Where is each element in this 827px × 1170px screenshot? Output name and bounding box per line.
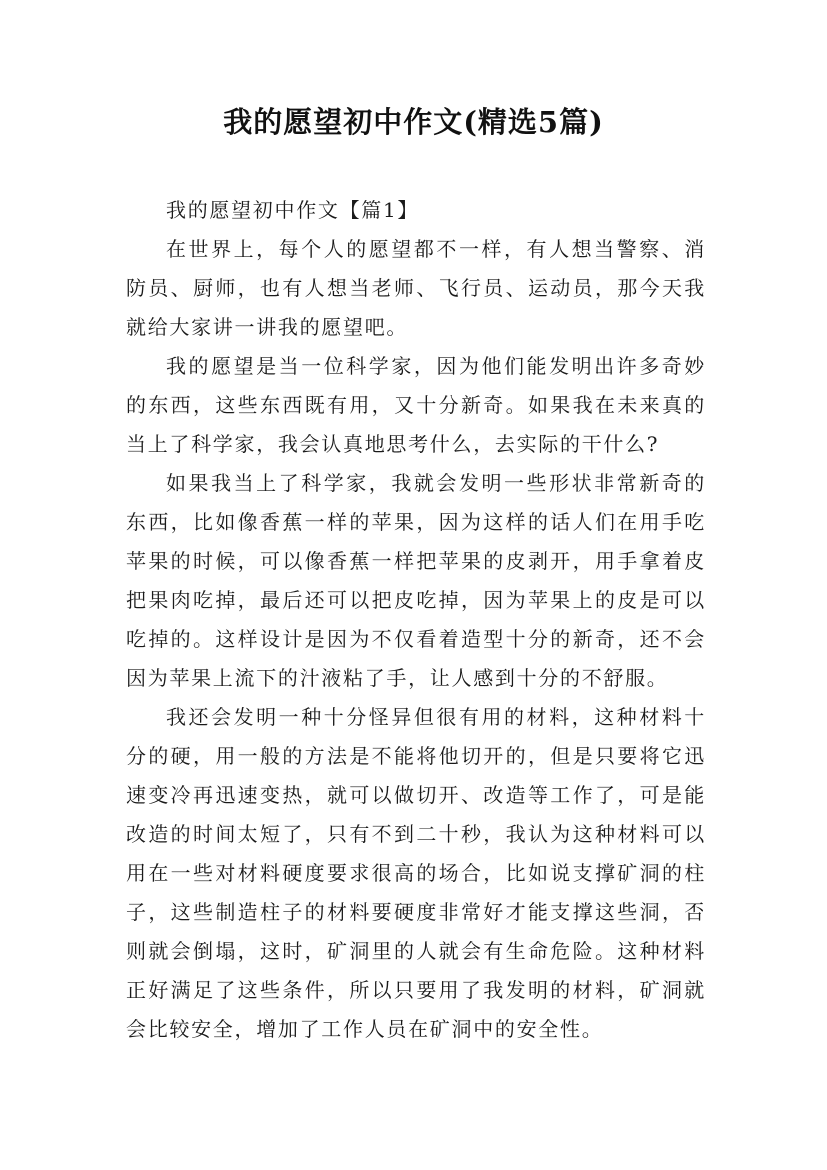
paragraph-3: 如果我当上了科学家，我就会发明一些形状非常新奇的东西，比如像香蕉一样的苹果，因为这样的话人们在用手吃苹果的时候，可以像香蕉一样把苹果的皮剥开，用手拿着皮把果肉吃掉，最后还可以把皮吃掉，因为苹果上的皮是可以吃掉的。这样设计是因为不仅看着造型十分的新奇，还不会因为苹果上流下的汁液粘了手，让人感到十分的不舒服。 [126,471,706,690]
paragraph-4: 我还会发明一种十分怪异但很有用的材料，这种材料十分的硬，用一般的方法是不能将他切开的，但是只要将它迅速变冷再迅速变热，就可以做切开、改造等工作了，可是能改造的时间太短了，只有不到二十秒，我认为这种材料可以用在一些对材料硬度要求很高的场合，比如说支撑矿洞的柱子，这些制造柱子的材料要硬度非常好才能支撑这些洞，否则就会倒塌，这时，矿洞里的人就会有生命危险。这种材料正好满足了这些条件，所以只要用了我发明的材料，矿洞就会比较安全，增加了工作人员在矿洞中的安全性。 [126,705,706,1041]
section-heading: 我的愿望初中作文【篇1】 [166,198,420,222]
paragraph-1: 在世界上，每个人的愿望都不一样，有人想当警察、消防员、厨师，也有人想当老师、飞行员、运动员，那今天我就给大家讲一讲我的愿望吧。 [126,237,706,339]
document-title: 我的愿望初中作文(精选5篇) [223,105,604,139]
paragraph-2: 我的愿望是当一位科学家，因为他们能发明出许多奇妙的东西，这些东西既有用，又十分新奇。如果我在未来真的当上了科学家，我会认真地思考什么，去实际的干什么? [126,354,706,456]
document-body [126,191,706,1049]
